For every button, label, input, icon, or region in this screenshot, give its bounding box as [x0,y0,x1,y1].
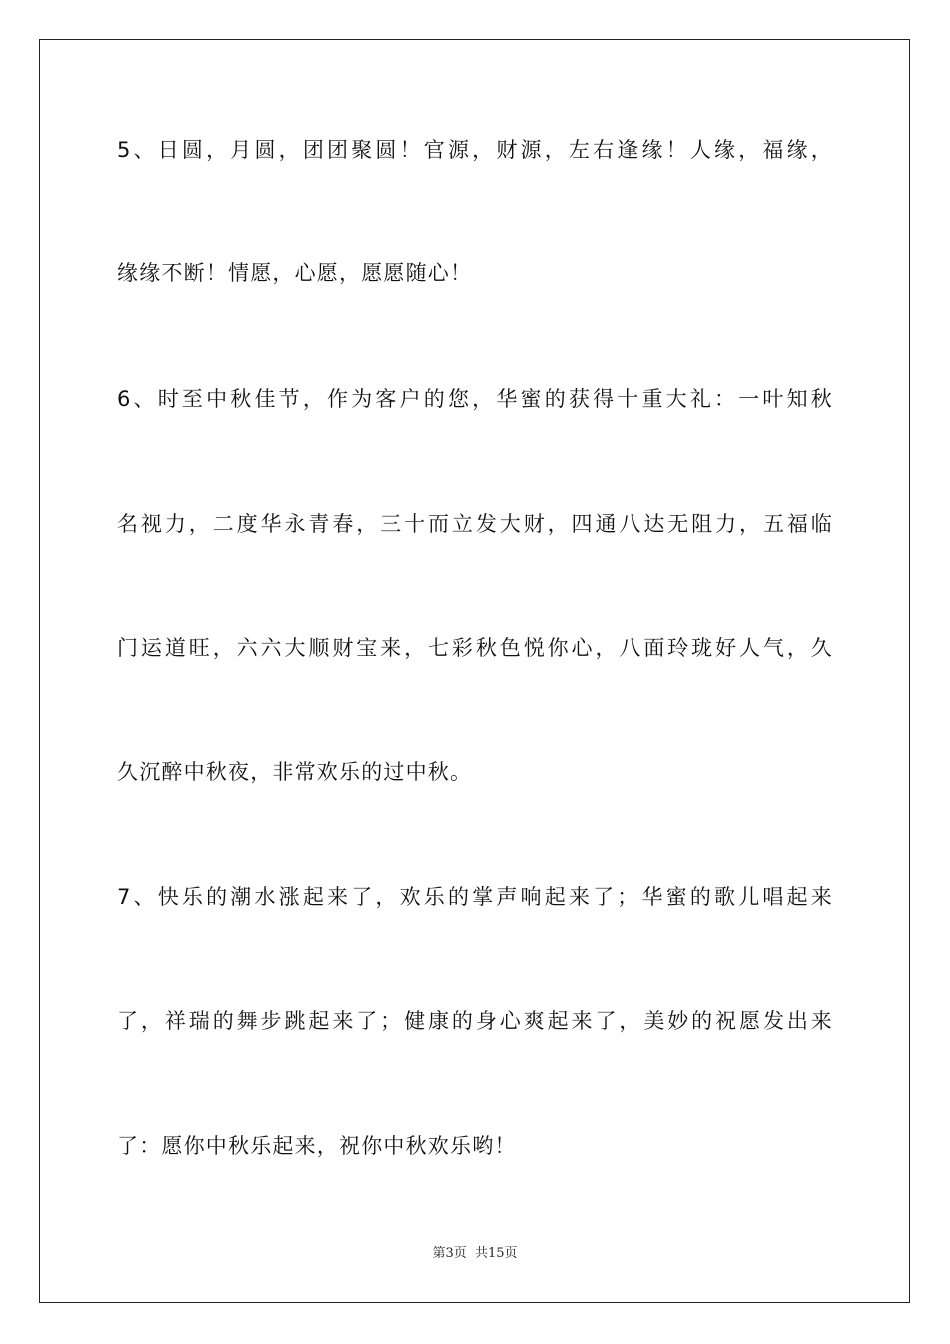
text-line: 门运道旺，六六大顺财宝来，七彩秋色悦你心，八面玲珑好人气，久 [117,636,833,660]
page-number: 第3页 [432,1246,467,1261]
text-line: 缘缘不断！情愿，心愿，愿愿随心！ [117,261,473,285]
text-line: 了，祥瑞的舞步跳起来了；健康的身心爽起来了，美妙的祝愿发出来 [117,1009,833,1033]
text-line: 7、快乐的潮水涨起来了，欢乐的掌声响起来了；华蜜的歌儿唱起来 [117,885,833,909]
text-line: 久沉醉中秋夜，非常欢乐的过中秋。 [117,760,473,784]
page-border [39,39,910,1303]
page-footer [0,1245,950,1263]
text-line: 6、时至中秋佳节，作为客户的您，华蜜的获得十重大礼：一叶知秋 [117,387,833,411]
page-total: 共15页 [474,1246,518,1261]
text-line: 名视力，二度华永青春，三十而立发大财，四通八达无阻力，五福临 [117,512,833,536]
text-line: 了：愿你中秋乐起来，祝你中秋欢乐哟！ [117,1134,517,1158]
text-line: 5、日圆，月圆，团团聚圆！官源，财源，左右逢缘！人缘，福缘， [117,138,833,162]
